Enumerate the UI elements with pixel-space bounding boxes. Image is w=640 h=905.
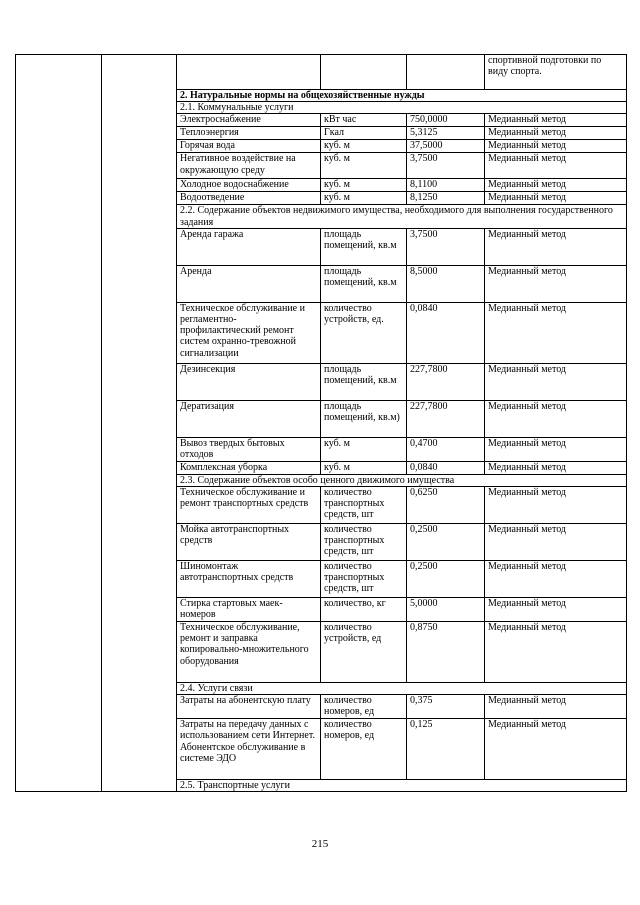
- cell-unit: количество транспортных средств, шт: [321, 524, 407, 561]
- cell-value: 0,2500: [407, 561, 485, 598]
- cell-value: 0,0840: [407, 302, 485, 363]
- group-title: 2.4. Услуги связи: [177, 683, 627, 695]
- empty-cell: [407, 55, 485, 90]
- cell-name: Вывоз твердых бытовых отходов: [177, 437, 321, 461]
- cell-unit: куб. м: [321, 179, 407, 192]
- cell-value: 8,1100: [407, 179, 485, 192]
- cell-method: Медианный метод: [485, 622, 627, 683]
- norms-table: [15, 54, 627, 792]
- cell-unit: площадь помещений, кв.м: [321, 228, 407, 265]
- cell-name: Стирка стартовых маек-номеров: [177, 598, 321, 622]
- cell-unit: площадь помещений, кв.м: [321, 363, 407, 400]
- continuation-row: [16, 55, 627, 90]
- cell-method: Медианный метод: [485, 127, 627, 140]
- cell-name: Затраты на передачу данных с использованием сети Интернет. Абонентское обслуживание в системе ЭДО: [177, 719, 321, 780]
- cell-method: Медианный метод: [485, 561, 627, 598]
- cell-method: Медианный метод: [485, 179, 627, 192]
- cell-method: Медианный метод: [485, 228, 627, 265]
- cell-method: Медианный метод: [485, 265, 627, 302]
- cell-value: 0,375: [407, 695, 485, 719]
- cell-value: 0,8750: [407, 622, 485, 683]
- cell-name: Теплоэнергия: [177, 127, 321, 140]
- cell-method: Медианный метод: [485, 153, 627, 179]
- cell-value: 3,7500: [407, 228, 485, 265]
- cell-value: 227,7800: [407, 400, 485, 437]
- cell-unit: куб. м: [321, 461, 407, 474]
- cell-unit: кВт час: [321, 114, 407, 127]
- cell-value: 0,0840: [407, 461, 485, 474]
- cell-name: Техническое обслуживание, ремонт и заправка копировально-множительного оборудования: [177, 622, 321, 683]
- norms-table-body: [16, 55, 627, 792]
- cell-unit: количество устройств, ед.: [321, 302, 407, 363]
- cell-method: Медианный метод: [485, 114, 627, 127]
- cell-value: 3,7500: [407, 153, 485, 179]
- continuation-text: спортивной подготовки по виду спорта.: [485, 55, 627, 90]
- cell-name: Электроснабжение: [177, 114, 321, 127]
- cell-unit: количество устройств, ед: [321, 622, 407, 683]
- cell-value: 37,5000: [407, 140, 485, 153]
- cell-name: Дезинсекция: [177, 363, 321, 400]
- cell-value: 227,7800: [407, 363, 485, 400]
- group-title: 2.3. Содержание объектов особо ценного движимого имущества: [177, 474, 627, 486]
- left-margin-cell: [16, 55, 102, 792]
- cell-method: Медианный метод: [485, 598, 627, 622]
- cell-method: Медианный метод: [485, 719, 627, 780]
- left-margin-cell: [102, 55, 177, 792]
- cell-value: 0,6250: [407, 487, 485, 524]
- cell-name: Комплексная уборка: [177, 461, 321, 474]
- page-number: 215: [311, 838, 329, 850]
- empty-cell: [177, 55, 321, 90]
- cell-unit: куб. м: [321, 192, 407, 205]
- cell-value: 0,4700: [407, 437, 485, 461]
- cell-unit: куб. м: [321, 140, 407, 153]
- cell-unit: площадь помещений, кв.м): [321, 400, 407, 437]
- cell-unit: количество транспортных средств, шт: [321, 487, 407, 524]
- cell-method: Медианный метод: [485, 695, 627, 719]
- cell-name: Техническое обслуживание и ремонт транспортных средств: [177, 487, 321, 524]
- cell-method: Медианный метод: [485, 461, 627, 474]
- cell-method: Медианный метод: [485, 192, 627, 205]
- cell-value: 8,1250: [407, 192, 485, 205]
- cell-name: Аренда: [177, 265, 321, 302]
- cell-method: Медианный метод: [485, 487, 627, 524]
- cell-name: Аренда гаража: [177, 228, 321, 265]
- cell-name: Дератизация: [177, 400, 321, 437]
- cell-method: Медианный метод: [485, 140, 627, 153]
- cell-unit: количество транспортных средств, шт: [321, 561, 407, 598]
- cell-value: 0,125: [407, 719, 485, 780]
- cell-unit: площадь помещений, кв.м: [321, 265, 407, 302]
- cell-name: Негативное воздействие на окружающую среду: [177, 153, 321, 179]
- section-title: 2. Натуральные нормы на общехозяйственные нужды: [177, 90, 627, 102]
- cell-name: Холодное водоснабжение: [177, 179, 321, 192]
- cell-value: 750,0000: [407, 114, 485, 127]
- cell-name: Шиномонтаж автотранспортных средств: [177, 561, 321, 598]
- cell-name: Мойка автотранспортных средств: [177, 524, 321, 561]
- cell-method: Медианный метод: [485, 302, 627, 363]
- cell-unit: Гкал: [321, 127, 407, 140]
- cell-value: 0,2500: [407, 524, 485, 561]
- cell-unit: количество номеров, ед: [321, 719, 407, 780]
- cell-method: Медианный метод: [485, 524, 627, 561]
- cell-unit: количество номеров, ед: [321, 695, 407, 719]
- empty-cell: [321, 55, 407, 90]
- group-title: 2.2. Содержание объектов недвижимого имущества, необходимого для выполнения государственного задания: [177, 205, 627, 228]
- cell-value: 5,0000: [407, 598, 485, 622]
- cell-method: Медианный метод: [485, 363, 627, 400]
- group-title: 2.5. Транспортные услуги: [177, 780, 627, 792]
- cell-method: Медианный метод: [485, 400, 627, 437]
- cell-value: 5,3125: [407, 127, 485, 140]
- cell-name: Горячая вода: [177, 140, 321, 153]
- cell-unit: количество, кг: [321, 598, 407, 622]
- cell-name: Затраты на абонентскую плату: [177, 695, 321, 719]
- cell-name: Техническое обслуживание и регламентно-профилактический ремонт систем охранно-тревожной сигнализации: [177, 302, 321, 363]
- cell-unit: куб. м: [321, 437, 407, 461]
- group-title: 2.1. Коммунальные услуги: [177, 102, 627, 114]
- cell-method: Медианный метод: [485, 437, 627, 461]
- cell-unit: куб. м: [321, 153, 407, 179]
- cell-name: Водоотведение: [177, 192, 321, 205]
- cell-value: 8,5000: [407, 265, 485, 302]
